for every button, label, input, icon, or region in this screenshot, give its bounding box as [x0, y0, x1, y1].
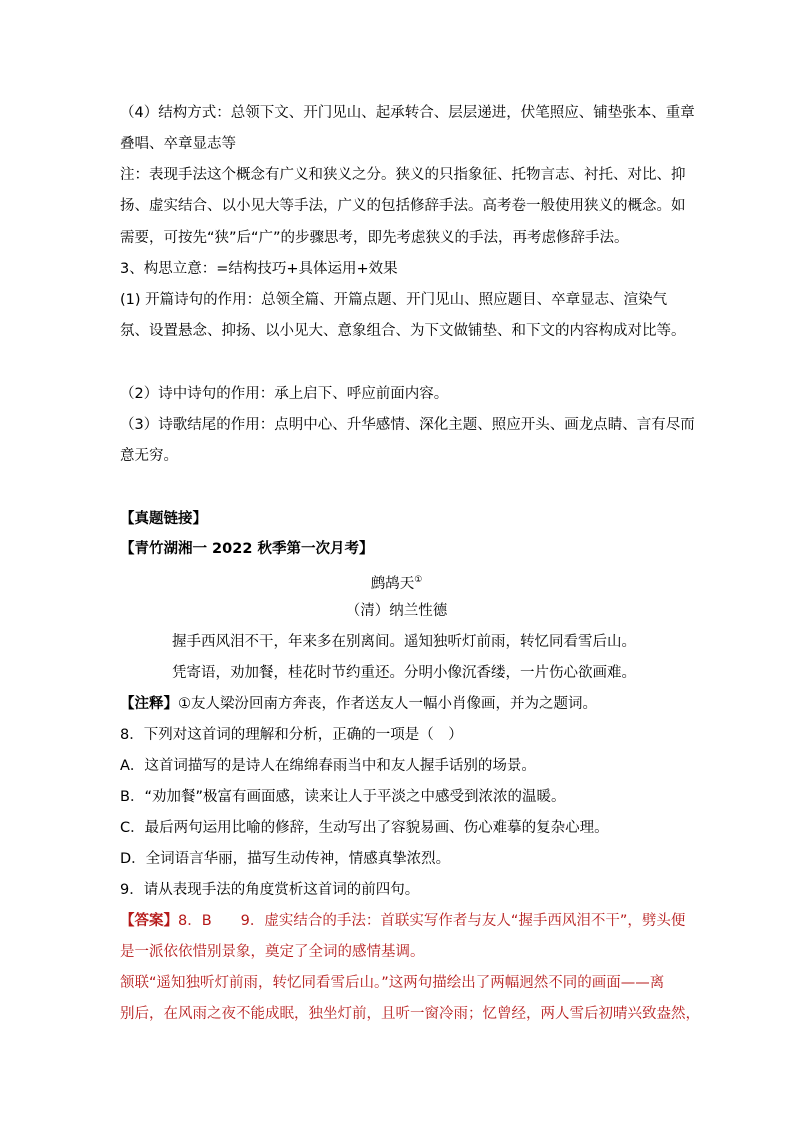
poem-title-text: 鹧鸪天	[370, 576, 415, 592]
poem-title-note-marker: ①	[414, 575, 423, 585]
conception-item3-line2: 意无穷。	[120, 448, 178, 464]
annotation	[120, 694, 597, 714]
question-8-option-b: B．“劝加餐”极富有画面感，读来让人于平淡之中感受到浓浓的温暖。	[120, 789, 566, 805]
poem-line1: 握手西风泪不干，年来多在别离间。遥知独听灯前雨，转忆同看雪后山。	[172, 634, 636, 650]
answer-line4: 别后，在风雨之夜不能成眠，独坐灯前，且听一窗冷雨；忆曾经，两人雪后初晴兴致盎然，	[120, 1006, 700, 1022]
conception-item1-line1: (1) 开篇诗句的作用：总领全篇、开篇点题、开门见山、照应题目、卒章显志、渲染气	[120, 292, 668, 308]
conception-item1-line2: 氛、设置悬念、抑扬、以小见大、意象组合、为下文做铺垫、和下文的内容构成对比等。	[120, 323, 686, 339]
annotation-label: 【注释】	[120, 696, 178, 712]
question-8-option-d: D．全词语言华丽，描写生动传神，情感真挚浓烈。	[120, 851, 451, 867]
answer-line1-text: 8．B 9．虚实结合的手法：首联实写作者与友人“握手西风泪不干”，劈头便	[178, 913, 686, 929]
answer-line1	[120, 911, 685, 931]
structure-item4-line2: 叠唱、卒章显志等	[120, 136, 236, 152]
answer-label: 【答案】	[120, 913, 178, 929]
structure-item4-line1: （4）结构方式：总领下文、开门见山、起承转合、层层递进，伏笔照应、铺垫张本、重章	[120, 105, 695, 121]
question-9-stem: 9．请从表现手法的角度赏析这首词的前四句。	[120, 882, 420, 898]
poem-title	[0, 570, 793, 594]
question-8-option-a: A．这首词描写的是诗人在绵绵春雨当中和友人握手话别的场景。	[120, 758, 536, 774]
exam-source: 【青竹湖湘一 2022 秋季第一次月考】	[120, 541, 374, 557]
poem-author: （清）纳兰性德	[345, 603, 448, 619]
answer-line3: 颔联“遥知独听灯前雨，转忆同看雪后山。”这两句描绘出了两幅迥然不同的画面——离	[120, 975, 665, 991]
section-title: 【真题链接】	[120, 511, 207, 527]
conception-item3-line1: （3）诗歌结尾的作用：点明中心、升华感情、深化主题、照应开头、画龙点睛、言有尽而	[120, 417, 695, 433]
annotation-text: ①友人梁汾回南方奔丧，作者送友人一幅小肖像画，并为之题词。	[178, 696, 597, 712]
question-8-option-c: C．最后两句运用比喻的修辞，生动写出了容貌易画、伤心难摹的复杂心理。	[120, 820, 609, 836]
conception-heading: 3、构思立意：=结构技巧+具体运用+效果	[120, 261, 398, 277]
note-line2: 扬、虚实结合、以小见大等手法，广义的包括修辞手法。高考卷一般使用狭义的概念。如	[120, 198, 686, 214]
note-line3: 需要，可按先“狭”后“广”的步骤思考，即先考虑狭义的手法，再考虑修辞手法。	[120, 230, 629, 246]
conception-item2: （2）诗中诗句的作用：承上启下、呼应前面内容。	[120, 386, 449, 402]
poem-line2: 凭寄语，劝加餐，桂花时节约重还。分明小像沉香缕，一片伤心欲画难。	[172, 665, 636, 681]
note-line1: 注：表现手法这个概念有广义和狭义之分。狭义的只指象征、托物言志、衬托、对比、抑	[120, 167, 686, 183]
answer-line2: 是一派依依惜别景象，奠定了全词的感情基调。	[120, 944, 425, 960]
question-8-stem: 8．下列对这首词的理解和分析，正确的一项是（ ）	[120, 727, 463, 743]
